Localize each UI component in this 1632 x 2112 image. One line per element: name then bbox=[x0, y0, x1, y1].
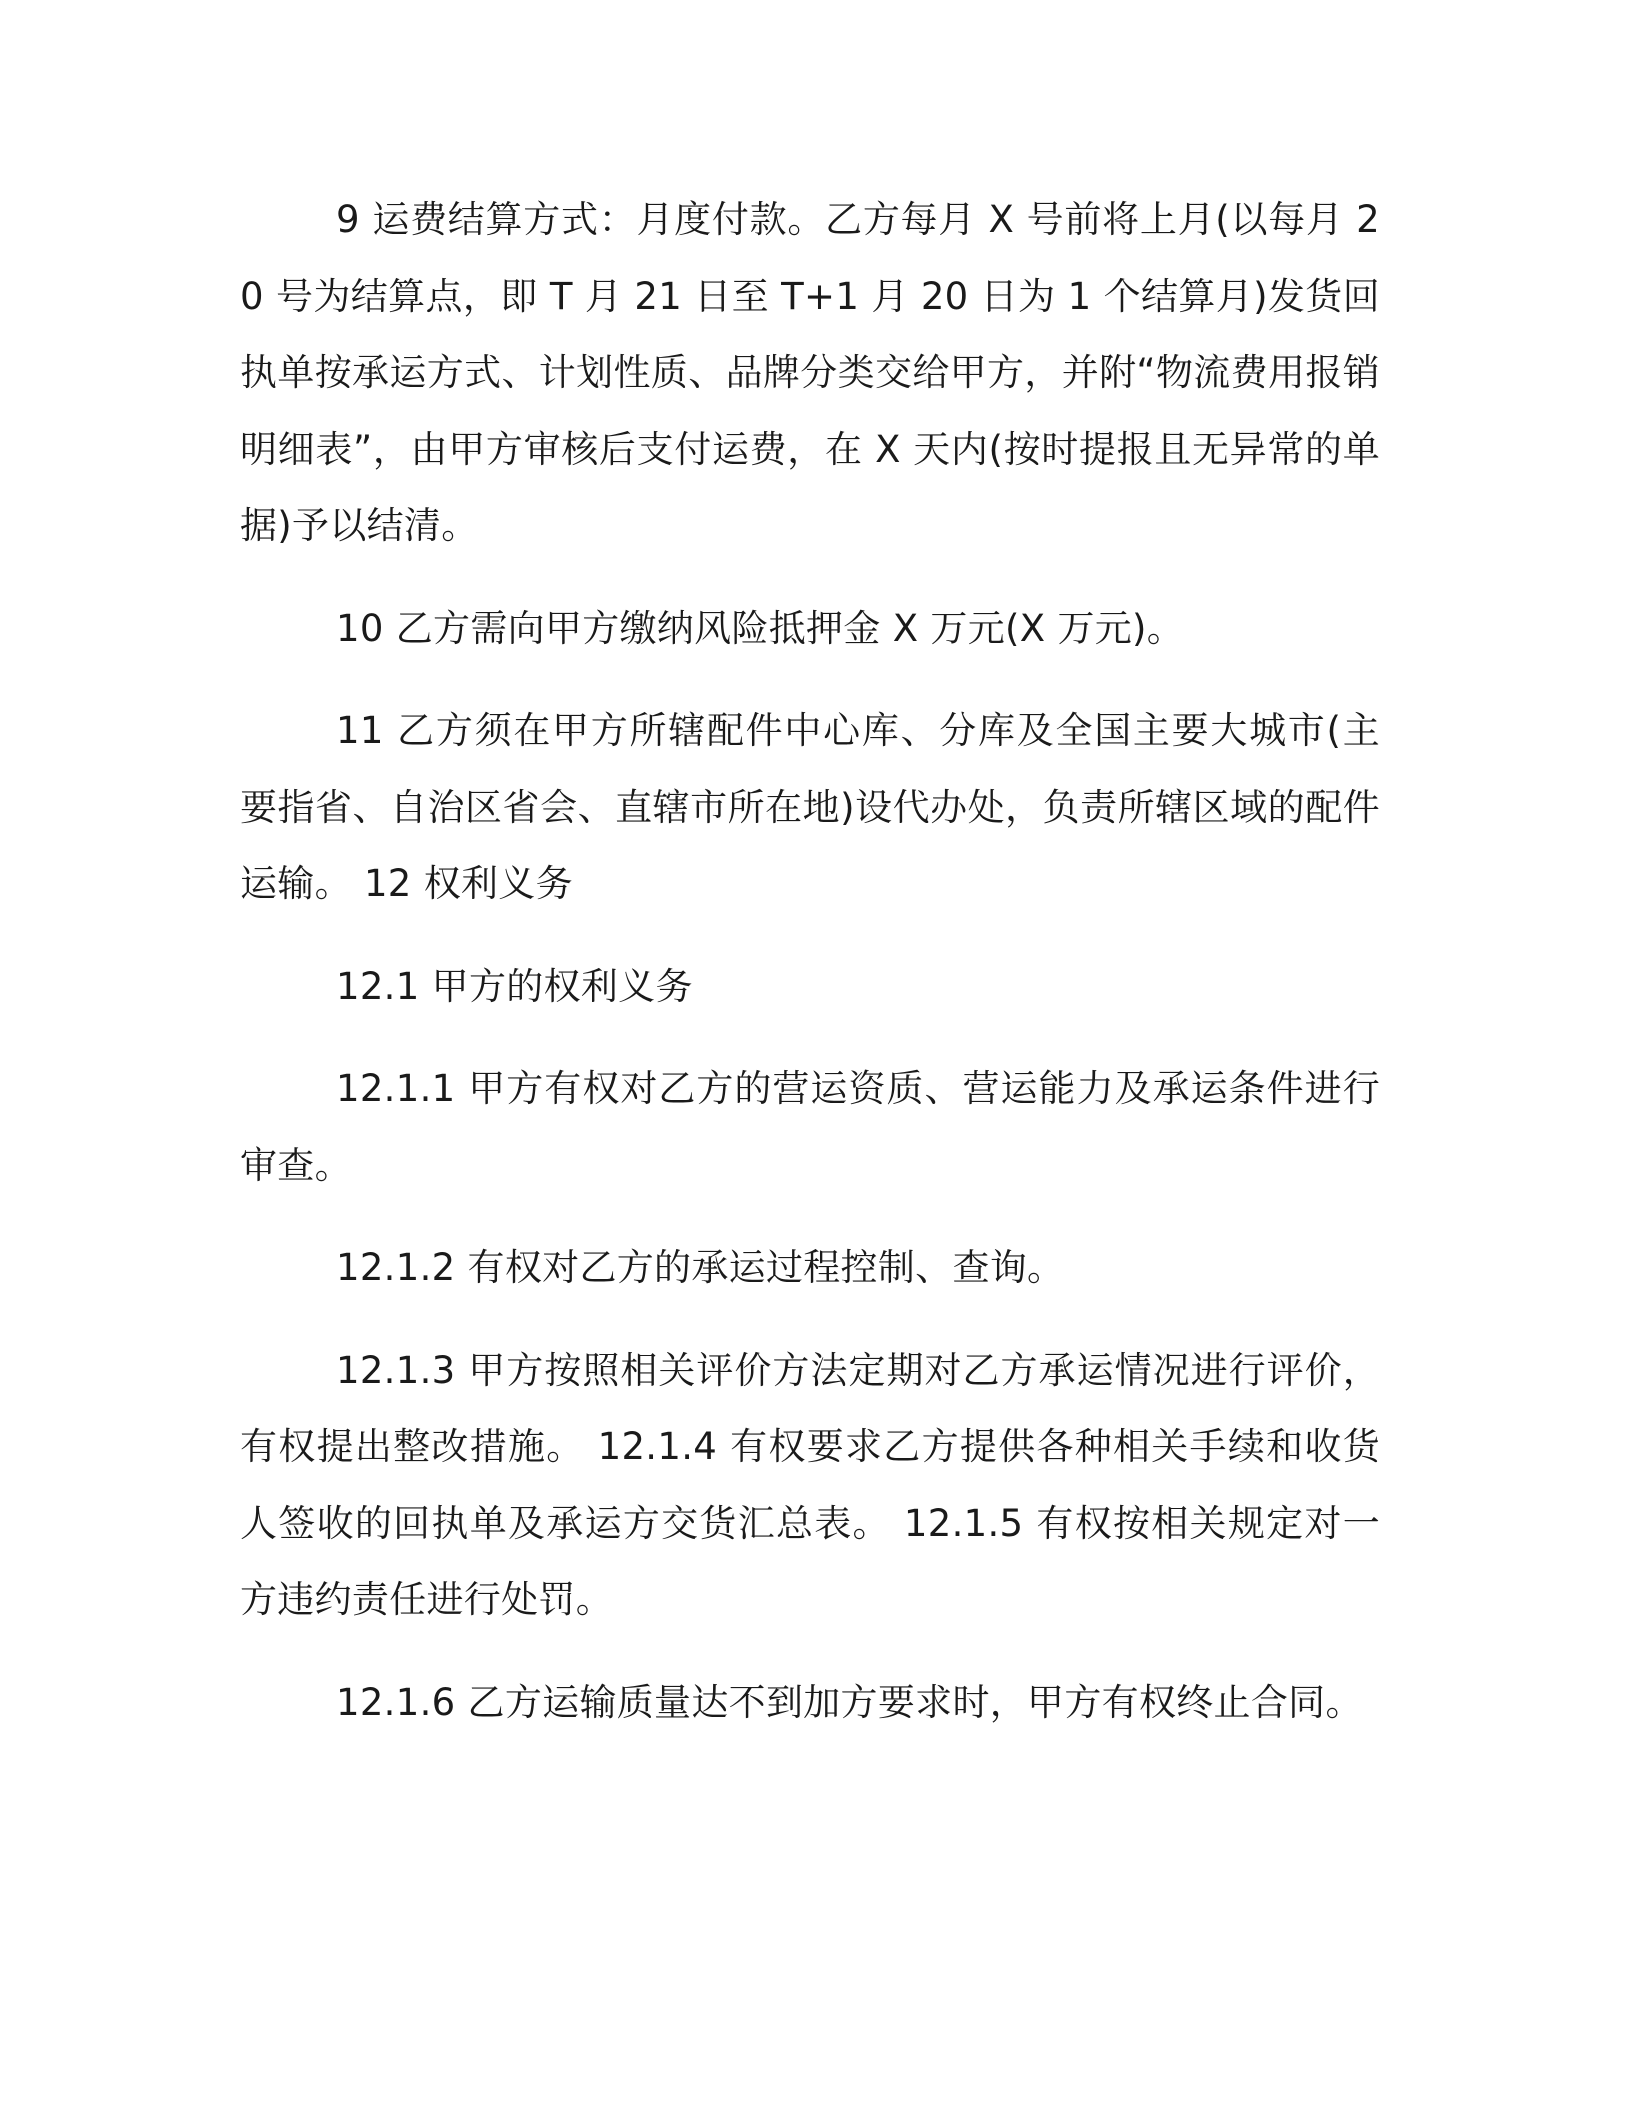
paragraph-12-1-1: 12.1.1 甲方有权对乙方的营运资质、营运能力及承运条件进行审查。 bbox=[240, 1067, 1380, 1187]
paragraph-12-1-2: 12.1.2 有权对乙方的承运过程控制、查询。 bbox=[336, 1246, 1065, 1289]
heading-12-1-party-a-rights: 12.1 甲方的权利义务 bbox=[336, 964, 693, 1008]
paragraph-12-1-3-to-12-1-5: 12.1.3 甲方按照相关评价方法定期对乙方承运情况进行评价，有权提出整改措施。 12.1.4 有权要求乙方提供各种相关手续和收货人签收的回执单及承运方交货汇总表。 12.1.5 有权按相关规定对一方违约责任进行处罚。 bbox=[240, 1348, 1380, 1621]
paragraph-12-1-6: 12.1.6 乙方运输质量达不到加方要求时，甲方有权终止合同。 bbox=[336, 1680, 1363, 1724]
paragraph-11-agency-offices: 11 乙方须在甲方所辖配件中心库、分库及全国主要大城市(主要指省、自治区省会、直辖市所在地)设代办处，负责所辖区域的配件运输。 12 权利义务 bbox=[240, 709, 1380, 905]
document-body bbox=[240, 182, 1380, 1741]
paragraph-9-freight-settlement: 9 运费结算方式：月度付款。乙方每月 X 号前将上月(以每月 20 号为结算点，即 T 月 21 日至 T+1 月 20 日为 1 个结算月)发货回执单按承运方式、计划性质、品牌分类交给甲方，并附“物流费用报销明细表”，由甲方审核后支付运费，在 X 天内(按时提报且无异常的单据)予以结清。 bbox=[240, 198, 1380, 547]
paragraph-10-deposit: 10 乙方需向甲方缴纳风险抵押金 X 万元(X 万元)。 bbox=[336, 606, 1185, 650]
